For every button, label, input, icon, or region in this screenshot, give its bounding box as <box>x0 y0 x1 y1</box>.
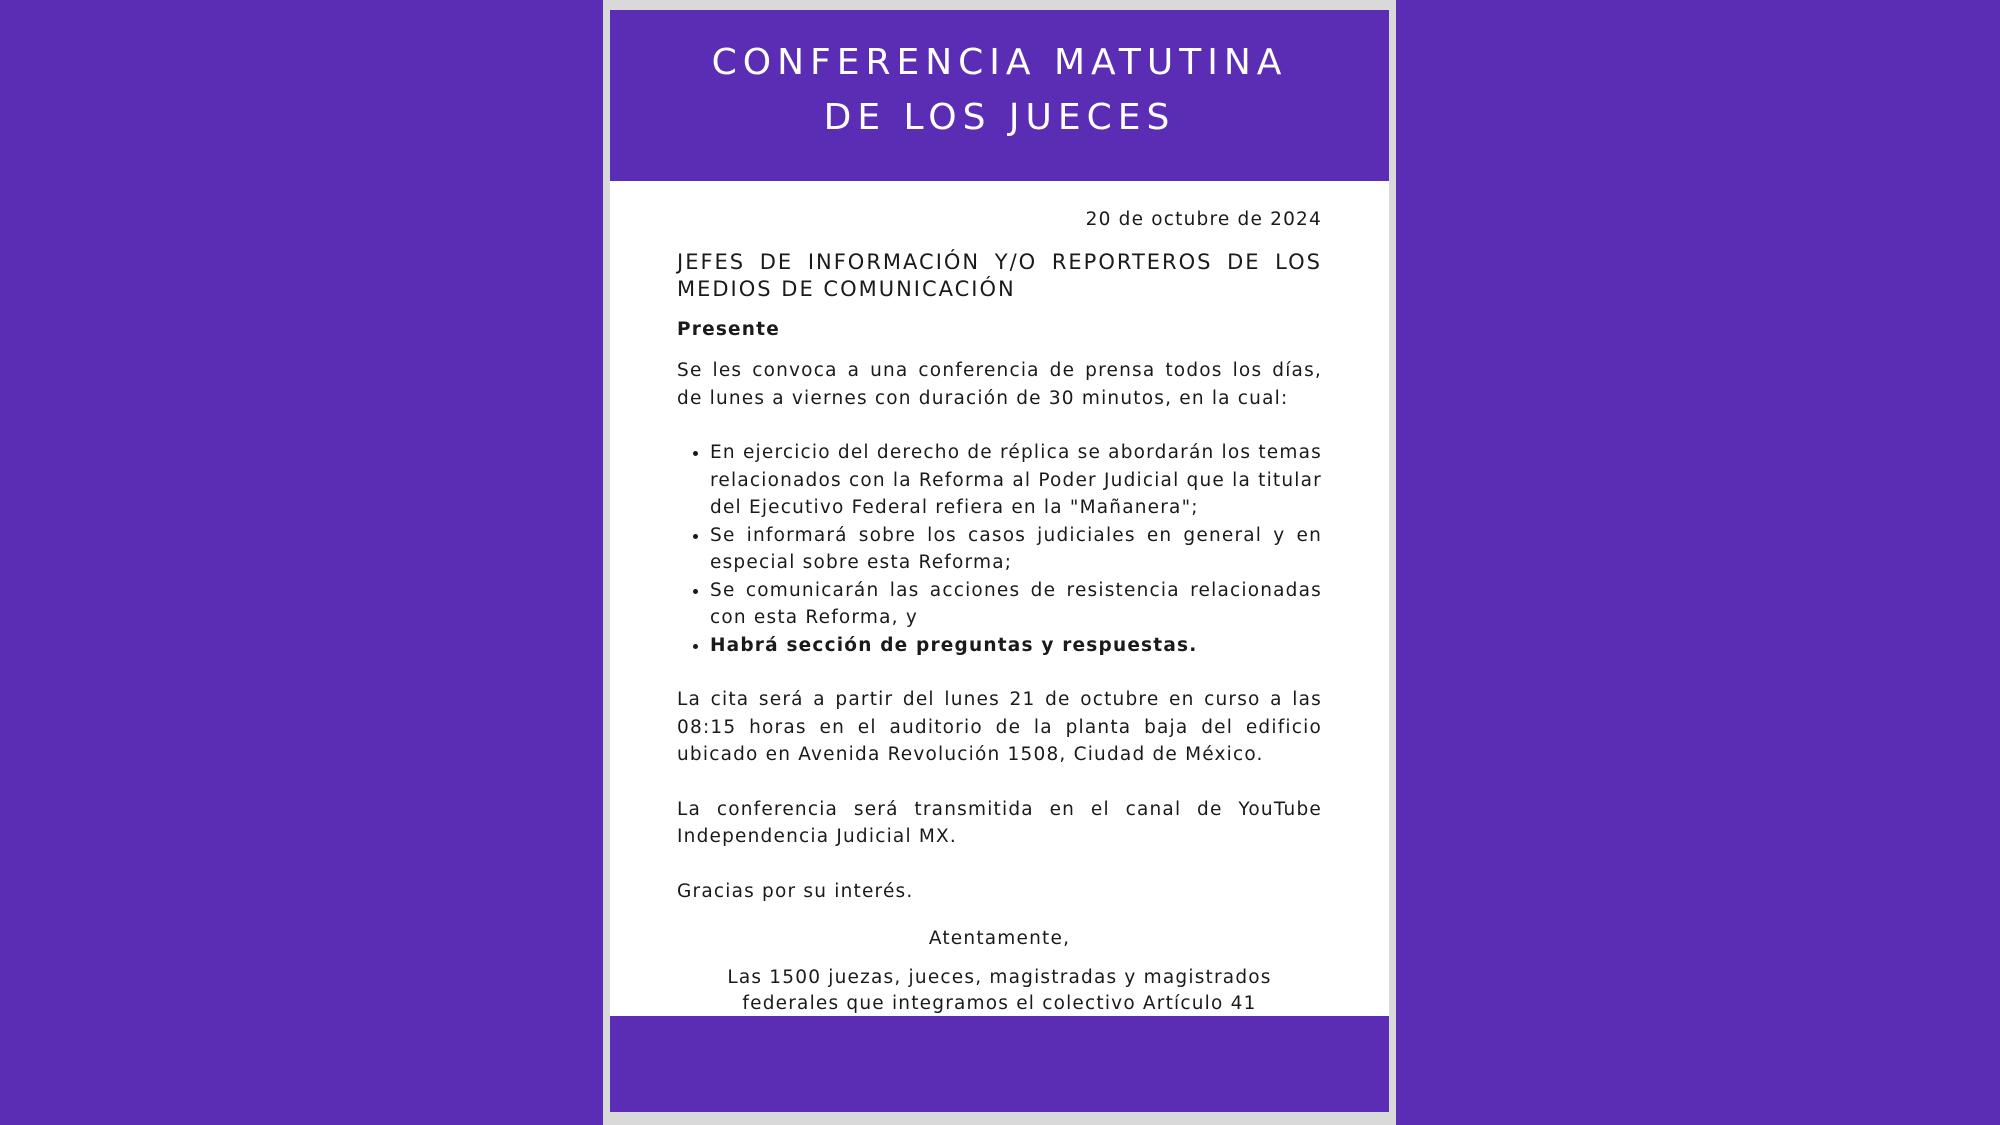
title-line-1: CONFERENCIA MATUTINA <box>711 42 1288 83</box>
letter-date: 20 de octubre de 2024 <box>1085 209 1322 230</box>
signature-line-1: Las 1500 juezas, jueces, magistradas y magistrados <box>727 966 1272 988</box>
letter-addressee: JEFES DE INFORMACIÓN Y/O REPORTEROS DE LOS MEDIOS DE COMUNICACIÓN <box>677 249 1322 301</box>
signature-block <box>677 965 1322 1017</box>
signature-line-2: federales que integramos el colectivo Artículo 41 <box>742 992 1257 1014</box>
agenda-item: • Se comunicarán las acciones de resistencia relacionadas con esta Reforma, y <box>710 577 1322 632</box>
intro-paragraph: Se les convoca a una conferencia de prensa todos los días, de lunes a viernes con duración de 30 minutos, en la cual: <box>677 360 1322 409</box>
letter-body <box>677 181 1322 1017</box>
agenda-item: • Habrá sección de preguntas y respuestas. <box>710 632 1322 660</box>
document-frame <box>603 0 1396 1125</box>
agenda-list <box>677 439 1322 659</box>
agenda-item: • Se informará sobre los casos judiciales en general y en especial sobre esta Reforma; <box>710 522 1322 577</box>
agenda-item: • En ejercicio del derecho de réplica se abordarán los temas relacionados con la Reforma al Poder Judicial que la titular del Ejecutivo Federal refiera en la "Mañanera"; <box>710 439 1322 522</box>
footer-band <box>610 1016 1389 1112</box>
broadcast-paragraph: La conferencia será transmitida en el canal de YouTube Independencia Judicial MX. <box>677 798 1322 847</box>
title-line-2: DE LOS JUECES <box>823 97 1176 138</box>
letter-salutation: Presente <box>677 318 780 340</box>
document-page <box>610 10 1389 1112</box>
header-band <box>610 10 1389 181</box>
document-title <box>610 10 1389 145</box>
venue-paragraph: La cita será a partir del lunes 21 de octubre en curso a las 08:15 horas en el auditorio de la planta baja del edificio ubicado en Avenida Revolución 1508, Ciudad de México. <box>677 689 1322 765</box>
closing-line: Atentamente, <box>928 928 1071 949</box>
thanks-paragraph: Gracias por su interés. <box>677 880 914 902</box>
